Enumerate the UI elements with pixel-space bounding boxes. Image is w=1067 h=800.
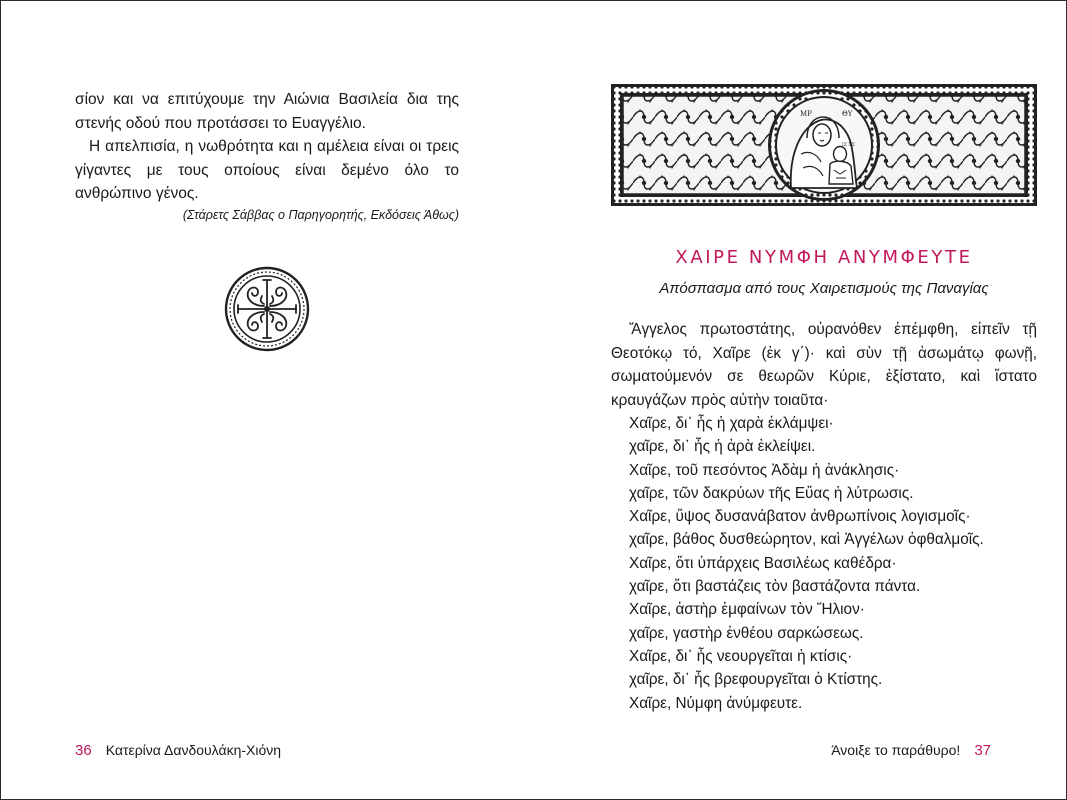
left-page <box>0 0 533 800</box>
verse-line: Χαῖρε, τοῦ πεσόντος Ἀδὰμ ἡ ἀνάκλησις· <box>629 461 900 479</box>
left-footer <box>75 742 281 759</box>
hymn-prose-paragraph: Ἄγγελος πρωτοστάτης, οὐρανόθεν ἐπέμφθη, εἰπεῖν τῇ Θεοτόκῳ τό, Χαῖρε (ἐκ γ΄)· καὶ σὺν τῇ ἀσωμάτῳ φωνῇ, σωματούμενόν σε θεωρῶν Κύριε, ἐξίστατο, καὶ ἵστατο κραυγάζων πρὸς αὐτὴν τοιαῦτα· <box>611 321 1037 409</box>
verse-line: χαῖρε, βάθος δυσθεώρητον, καὶ Ἀγγέλων ὀφθαλμοῖς. <box>629 531 984 549</box>
author-name: Κατερίνα Δανδουλάκη-Χιόνη <box>105 742 282 758</box>
right-page <box>533 0 1067 800</box>
verse-line: Χαῖρε, δι᾽ ἧς ἡ χαρὰ ἐκλάμψει· <box>629 415 834 432</box>
hymn-title: ΧΑΙΡΕ ΝΥΜΦΗ ΑΝΥΜΦΕΥΤΕ <box>675 247 973 268</box>
verse-line: Χαῖρε, ὕψος δυσανάβατον ἀνθρωπίνοις λογισμοῖς· <box>629 508 971 526</box>
theotokos-icon-banner <box>611 84 1037 206</box>
hymn-prose <box>611 318 1037 412</box>
right-footer <box>831 742 991 759</box>
verse-line: Χαῖρε, ὅτι ὑπάρχεις Βασιλέως καθέδρα· <box>629 554 897 572</box>
left-paragraph-1: σίον και να επιτύχουμε την Αιώνια Βασιλεία δια της στενής οδού που προτάσσει το Ευαγγέλιο. <box>75 91 459 132</box>
banner-inscription-right: ΘΥ <box>842 110 853 118</box>
hymn-subtitle: Απόσπασμα από τους Χαιρετισμούς της Παναγίας <box>659 280 989 297</box>
banner-inscription-child: ΙΣ ΧΣ <box>842 143 855 148</box>
banner-inscription-left: ΜΡ <box>800 110 812 118</box>
left-paragraph-2: Η απελπισία, η νωθρότητα και η αμέλεια είναι οι τρεις γίγαντες με τους οποίους είναι δεμένο όλο το ανθρώπινο γένος. <box>75 138 459 203</box>
verse-line: Χαῖρε, δι᾽ ἧς νεουργεῖται ἡ κτίσις· <box>629 647 853 665</box>
left-body-text <box>75 88 459 206</box>
hymn-verses <box>629 412 1039 715</box>
verse-line: χαῖρε, δι᾽ ἧς βρεφουργεῖται ὁ Κτίστης. <box>629 671 883 689</box>
verse-line: Χαῖρε, ἀστὴρ ἐμφαίνων τὸν Ἥλιον· <box>629 601 865 619</box>
verse-line: χαῖρε, τῶν δακρύων τῆς Εὔας ἡ λύτρωσις. <box>629 484 914 502</box>
verse-line: χαῖρε, δι᾽ ἧς ἡ ἀρὰ ἐκλείψει. <box>629 438 816 456</box>
verse-line: χαῖρε, ὅτι βαστάζεις τὸν βαστάζοντα πάντα. <box>629 578 921 596</box>
verse-line: Χαῖρε, Νύμφη ἀνύμφευτε. <box>629 694 803 712</box>
book-title: Άνοιξε το παράθυρο! <box>831 742 961 758</box>
byzantine-cross-medallion-icon <box>224 266 310 352</box>
left-page-number: 36 <box>75 742 92 759</box>
right-page-number: 37 <box>974 742 991 759</box>
verse-line: χαῖρε, γαστὴρ ἐνθέου σαρκώσεως. <box>629 624 864 642</box>
citation: (Στάρετς Σάββας ο Παρηγορητής, Εκδόσεις Άθως) <box>182 208 459 222</box>
